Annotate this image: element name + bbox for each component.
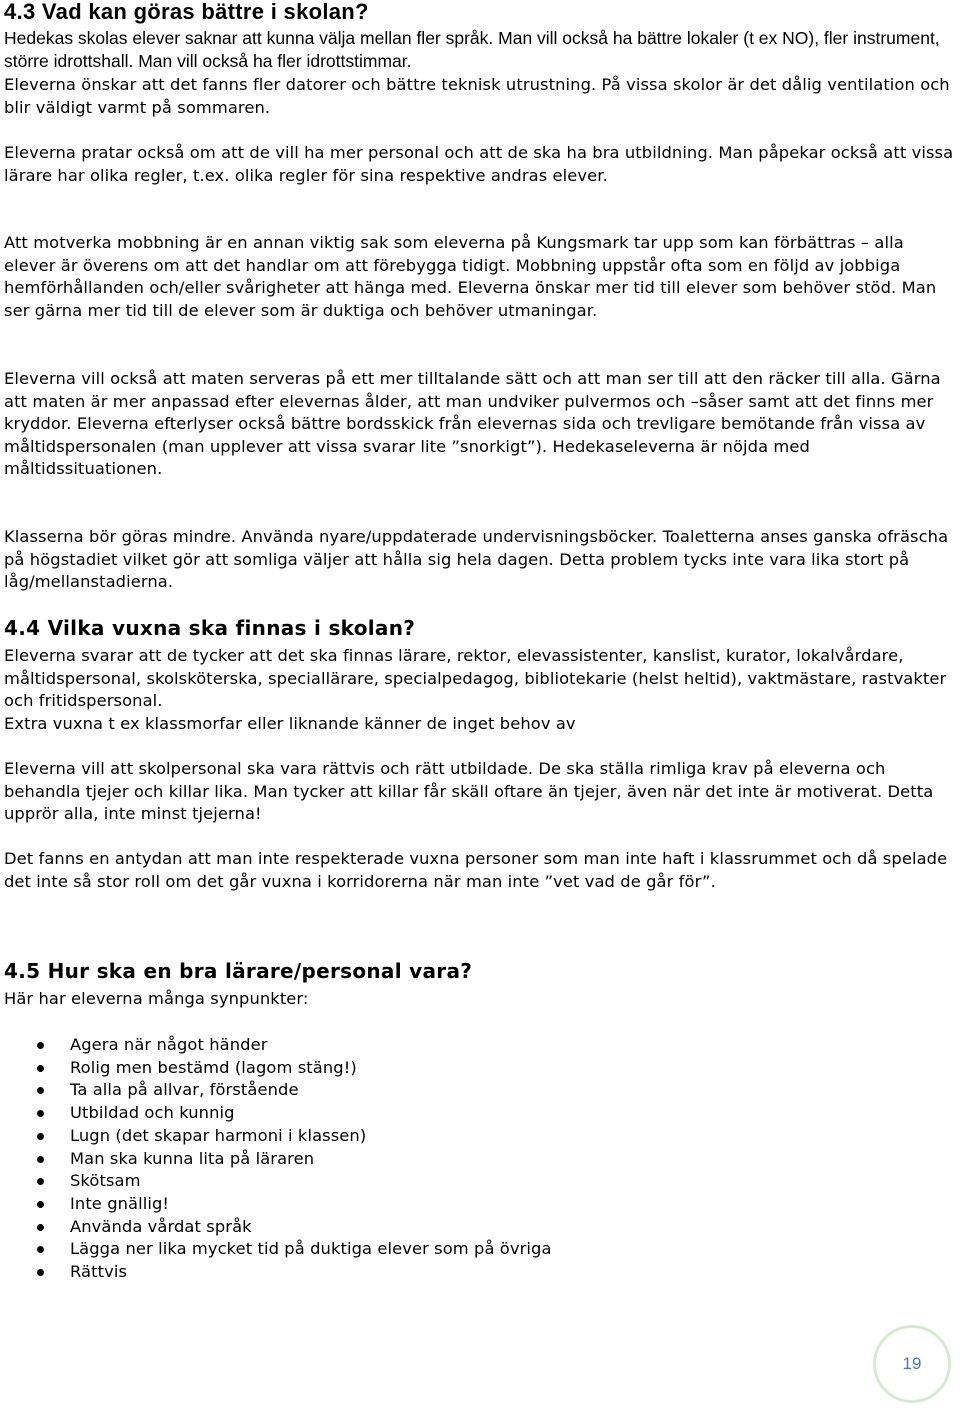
section-4-4-paragraph-2: Extra vuxna t ex klassmorfar eller liknande känner de inget behov av (4, 714, 576, 733)
bullet-icon (37, 1042, 44, 1049)
section-4-5-intro: Här har eleverna många synpunkter: (4, 989, 309, 1008)
section-4-4-heading: 4.4 Vilka vuxna ska finnas i skolan? (4, 616, 416, 640)
bullet-icon (37, 1065, 44, 1072)
bullet-icon (37, 1178, 44, 1185)
section-4-4-paragraph-3: Eleverna vill att skolpersonal ska vara rättvis och rätt utbildade. De ska ställa rimliga krav på eleverna och behandla tjejer och killar lika. Man tycker att killar får skäll oftare än tjejer, även när det inte är motiverat. Detta upprör alla, inte minst tjejerna! (4, 759, 934, 824)
list-item: Man ska kunna lita på läraren (4, 1148, 904, 1171)
section-4-4-paragraph-1: Eleverna svarar att de tycker att det ska finnas lärare, rektor, elevassistenter, kanslist, kurator, lokalvårdare, måltidspersonal, skolsköterska, speciallärare, specialpedagog, bibliotekarie (helst heltid), vaktmästare, rastvakter och fritidspersonal. (4, 646, 947, 711)
section-4-4-paragraph-4: Det fanns en antydan att man inte respekterade vuxna personer som man inte haft i klassrummet och då spelade det inte så stor roll om det går vuxna i korridorerna när man inte ”vet vad de går för”. (4, 849, 948, 891)
list-item: Lugn (det skapar harmoni i klassen) (4, 1125, 904, 1148)
list-item: Inte gnällig! (4, 1193, 904, 1216)
list-item: Rolig men bestämd (lagom stäng!) (4, 1057, 904, 1080)
list-item: Ta alla på allvar, förstående (4, 1079, 904, 1102)
bullet-icon (37, 1087, 44, 1094)
bullet-icon (37, 1156, 44, 1163)
list-item: Lägga ner lika mycket tid på duktiga elever som på övriga (4, 1238, 904, 1261)
section-4-3-paragraph-3: Eleverna pratar också om att de vill ha mer personal och att de ska ha bra utbildning. Man påpekar också att vissa lärare har olika regler, t.ex. olika regler för sina respektive andras elever. (4, 143, 954, 185)
list-item: Rättvis (4, 1261, 904, 1284)
list-item: Skötsam (4, 1170, 904, 1193)
bullet-icon (37, 1224, 44, 1231)
bullet-icon (37, 1201, 44, 1208)
page-number: 19 (902, 1354, 922, 1373)
list-item: Agera när något händer (4, 1034, 904, 1057)
list-item: Använda vårdat språk (4, 1216, 904, 1239)
list-item: Utbildad och kunnig (4, 1102, 904, 1125)
bullet-icon (37, 1269, 44, 1276)
section-4-3-paragraph-1: Hedekas skolas elever saknar att kunna välja mellan fler språk. Man vill också ha bättre lokaler (t ex NO), fler instrument, större idrottshall. Man vill också ha fler idrottstimmar. (4, 28, 940, 71)
section-4-3-paragraph-4: Att motverka mobbning är en annan viktig sak som eleverna på Kungsmark tar upp som kan förbättras – alla elever är överens om att det handlar om att förebygga tidigt. Mobbning uppstår ofta som en följd av jobbiga hemförhållanden och/eller svårigheter att hänga med. Eleverna önskar mer tid till elever som behöver stöd. Man ser gärna mer tid till de elever som är duktiga och behöver utmaningar. (4, 233, 937, 320)
section-4-3-paragraph-6: Klasserna bör göras mindre. Använda nyare/uppdaterade undervisningsböcker. Toaletterna anses ganska ofräscha på högstadiet vilket gör att somliga väljer att hålla sig hela dagen. Detta problem tycks inte vara lika stort på låg/mellanstadierna. (4, 527, 949, 592)
section-4-3-paragraph-5: Eleverna vill också att maten serveras på ett mer tilltalande sätt och att man ser till att den räcker till alla. Gärna att maten är mer anpassad efter elevernas ålder, att man undviker pulvermos och –såser samt att det finns mer kryddor. Eleverna efterlyser också bättre bordsskick från elevernas sida och trevligare bemötande från vissa av måltidspersonalen (man upplever att vissa svarar lite ”snorkigt”). Hedekaseleverna är nöjda med måltidssituationen. (4, 369, 941, 479)
section-4-5-heading: 4.5 Hur ska en bra lärare/personal vara? (4, 959, 473, 983)
section-4-3-heading: 4.3 Vad kan göras bättre i skolan? (4, 0, 369, 24)
section-4-3-paragraph-2: Eleverna önskar att det fanns fler datorer och bättre teknisk utrustning. På vissa skolor är det dålig ventilation och blir väldigt varmt på sommaren. (4, 75, 950, 117)
bullet-icon (37, 1246, 44, 1253)
bullet-icon (37, 1133, 44, 1140)
page-number-badge (873, 1325, 951, 1403)
bullet-icon (37, 1110, 44, 1117)
qualities-list (4, 1034, 904, 1284)
